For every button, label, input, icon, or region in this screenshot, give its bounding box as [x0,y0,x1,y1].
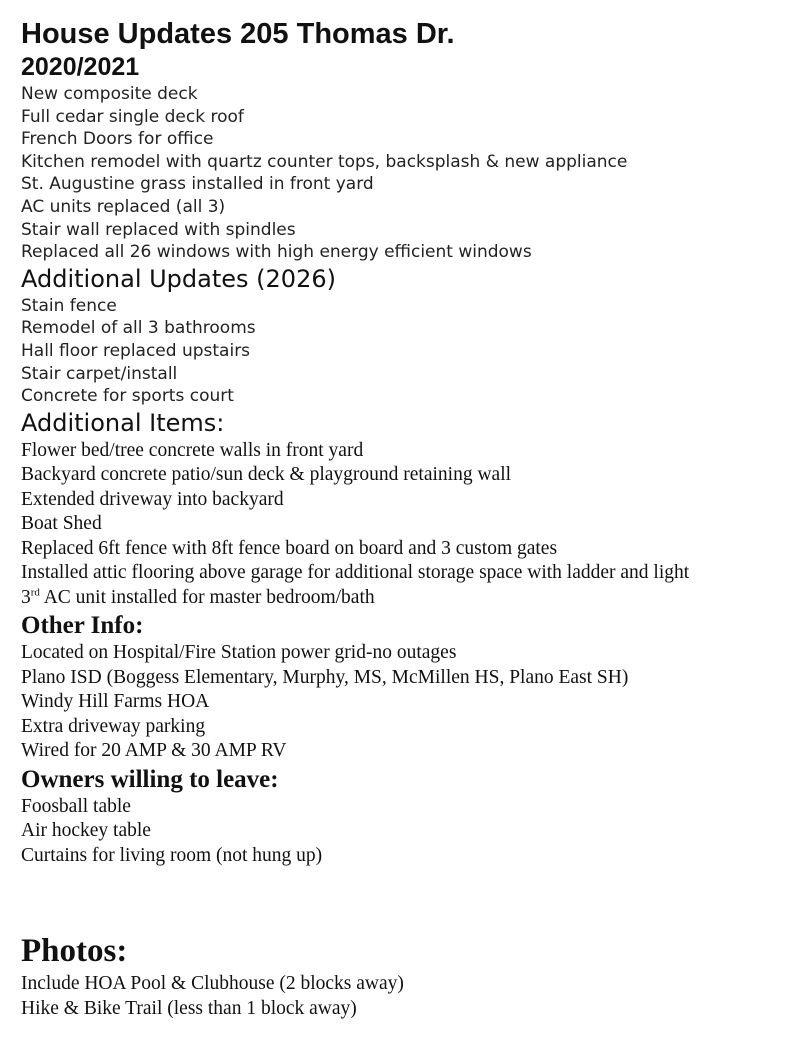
list-item: Stair carpet/install [21,363,178,384]
list-item: Foosball table [21,795,131,817]
list-item: Replaced 6ft fence with 8ft fence board on board and 3 custom gates [21,537,558,559]
list-item: Include HOA Pool & Clubhouse (2 blocks away) [21,973,404,995]
additional-items-list [21,439,791,611]
list-item: Full cedar single deck roof [21,106,244,127]
ac-ordinal-suffix: rd [30,586,40,599]
list-item: Located on Hospital/Fire Station power grid-no outages [21,642,457,664]
list-item: Installed attic flooring above garage for additional storage space with ladder and light [21,562,690,584]
list-item: AC units replaced (all 3) [21,196,226,217]
list-item: Remodel of all 3 bathrooms [21,318,256,339]
list-item: Wired for 20 AMP & 30 AMP RV [21,740,287,762]
photos-heading: Photos: [21,933,128,970]
list-item: St. Augustine grass installed in front yard [21,174,374,195]
list-item: Stain fence [21,295,117,316]
owners-heading: Owners willing to leave: [21,765,279,793]
list-item: Backyard concrete patio/sun deck & playground retaining wall [21,464,512,486]
list-item: Curtains for living room (not hung up) [21,844,323,866]
additional-updates-heading: Additional Updates (2026) [21,264,336,293]
other-info-heading: Other Info: [21,612,144,640]
document-title: House Updates 205 Thomas Dr. [21,18,455,50]
list-item: Plano ISD (Boggess Elementary, Murphy, MS, McMillen HS, Plano East SH) [21,666,629,688]
list-item: Extended driveway into backyard [21,488,284,510]
blank-space [21,868,791,932]
ac-number: 3 [21,586,31,608]
year-heading: 2020/2021 [21,53,140,81]
document [21,16,791,1021]
list-item: Concrete for sports court [21,386,234,407]
list-item: Replaced all 26 windows with high energy efficient windows [21,242,532,263]
list-item: Hall floor replaced upstairs [21,340,251,361]
list-item: New composite deck [21,84,198,104]
photos-list [21,972,791,1021]
list-item: Kitchen remodel with quartz counter tops, backsplash & new appliance [21,151,628,172]
list-item: Boat Shed [21,513,102,535]
list-item: Flower bed/tree concrete walls in front yard [21,439,364,461]
list-item: Extra driveway parking [21,715,206,737]
ac-text: AC unit installed for master bedroom/bath [39,586,375,608]
updates-2020-list [21,83,791,264]
list-item: Hike & Bike Trail (less than 1 block away) [21,997,357,1019]
owners-list [21,795,791,869]
additional-updates-list [21,295,791,408]
list-item: Stair wall replaced with spindles [21,219,296,240]
list-item: Air hockey table [21,820,151,842]
other-info-list [21,641,791,764]
additional-items-heading: Additional Items: [21,408,225,437]
list-item-ac-unit [21,586,791,611]
list-item: Windy Hill Farms HOA [21,691,210,713]
list-item: French Doors for office [21,129,214,150]
